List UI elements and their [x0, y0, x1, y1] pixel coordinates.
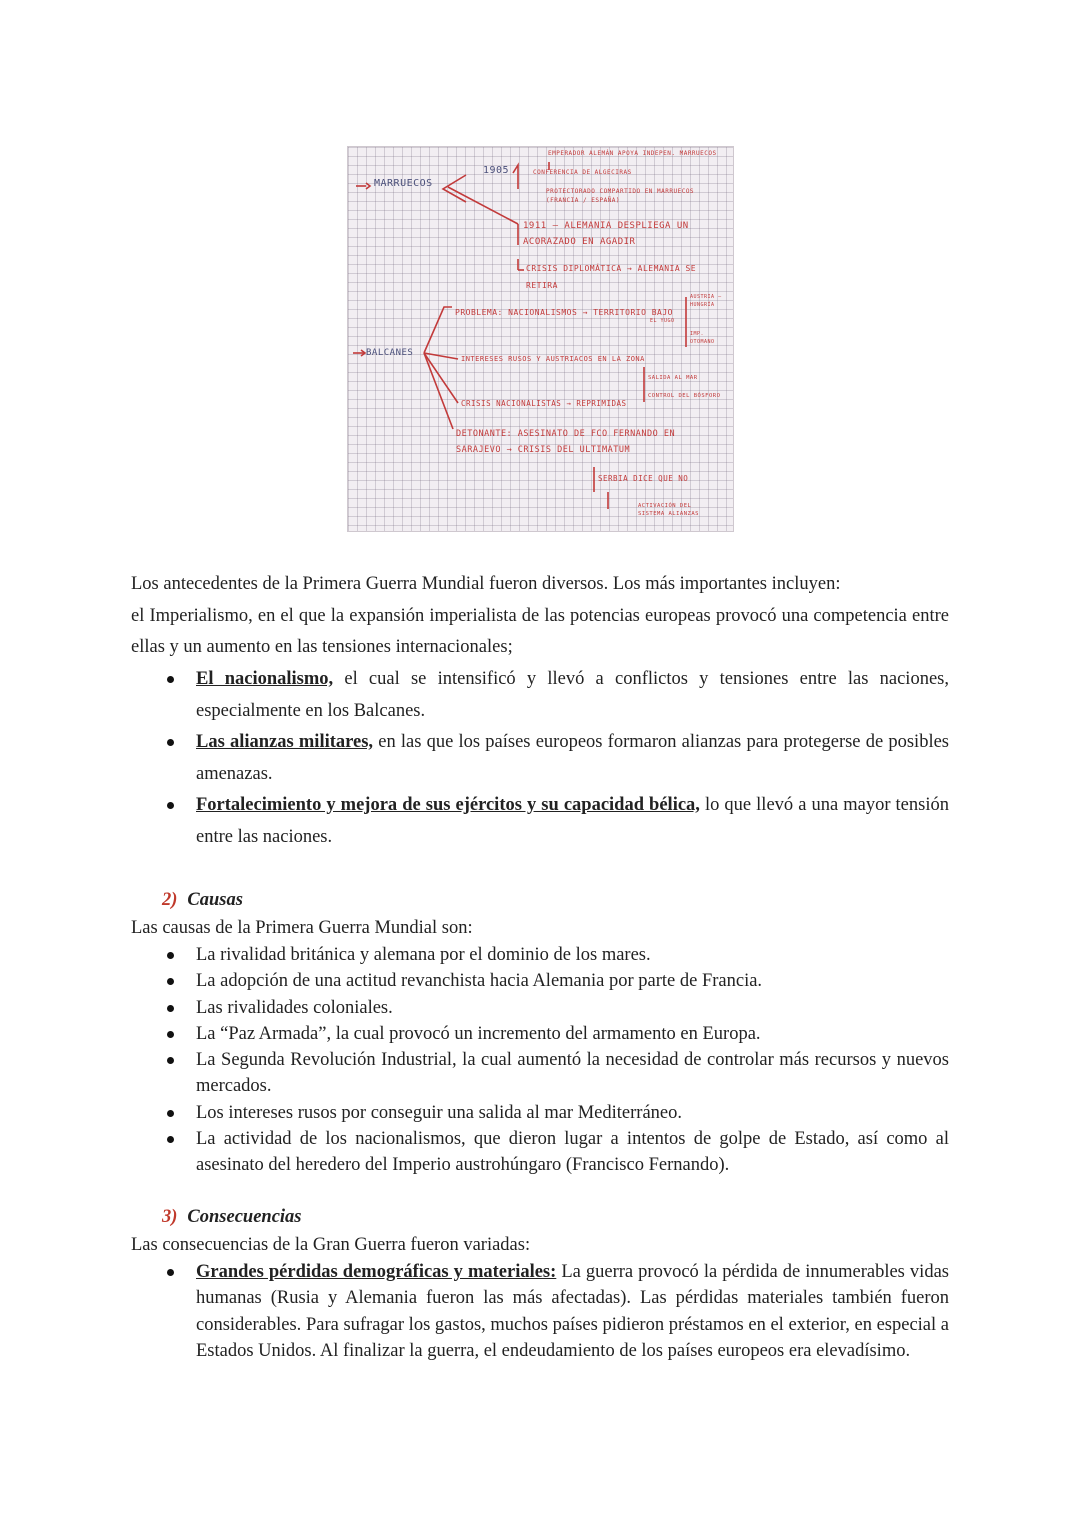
section-title: Consecuencias [187, 1207, 302, 1227]
list-item: La adopción de una actitud revanchista hacia Alemania por parte de Francia. [131, 968, 949, 994]
note-detonante: DETONANTE: ASESINATO DE FCO FERNANDO EN [456, 429, 676, 439]
note-conferencia: CONFERENCIA DE ALGECIRAS [533, 169, 632, 176]
item-lead: El nacionalismo, [196, 669, 334, 689]
note-balcanes: BALCANES [366, 348, 414, 358]
note-serbia: SERBIA DICE QUE NO [598, 474, 689, 483]
intro-line-2: el Imperialismo, en el que la expansión imperialista de las potencias europeas provocó una competencia entre ellas y un aumento en las tensiones internacionales; [131, 605, 949, 657]
list-item: Las rivalidades coloniales. [131, 995, 949, 1021]
item-lead: Las alianzas militares, [196, 732, 374, 752]
note-control: CONTROL DEL BÓSFORO [648, 393, 721, 399]
list-item: La actividad de los nacionalismos, que dieron lugar a intentos de golpe de Estado, así como al asesinato del heredero del Imperio austrohúngaro (Francisco Fernando). [131, 1126, 949, 1179]
section-number: 2) [162, 890, 178, 910]
note-imp: IMP. [690, 331, 705, 337]
note-emperador: EMPERADOR ALEMÁN APOYA INDEPEN. MARRUECOS [548, 150, 717, 157]
consecuencias-intro: Las consecuencias de la Gran Guerra fueron variadas: [131, 1235, 531, 1255]
causas-intro: Las causas de la Primera Guerra Mundial son: [131, 918, 473, 938]
handwritten-notes-image [347, 146, 734, 532]
section-number: 3) [162, 1207, 178, 1227]
note-1905: 1905 [483, 165, 510, 176]
intro-paragraph [131, 569, 949, 664]
item-text: en las que los países europeos formaron alianzas para protegerse de posibles amenazas. [196, 732, 949, 784]
intro-line-1: Los antecedentes de la Primera Guerra Mundial fueron diversos. Los más importantes incluyen: [131, 574, 841, 594]
note-activacion: ACTIVACIÓN DEL [638, 503, 692, 509]
note-acorazado: ACORAZADO EN AGADIR [523, 237, 636, 247]
note-1911: 1911 – ALEMANIA DESPLIEGA UN [523, 221, 689, 231]
item-text: La guerra provocó la pérdida de innumerables vidas humanas (Rusia y Alemania fueron las más afectadas). Las pérdidas materiales también fueron considerables. Para sufragar los gastos, muchos países pidieron préstamos en el exterior, en especial a Estados Unidos. Al finalizar la guerra, el endeudamiento de los países europeos era elevadísimo. [196, 1262, 949, 1361]
note-otomano: OTOMANO [690, 339, 715, 345]
note-crisis: CRISIS DIPLOMÁTICA → ALEMANIA SE [526, 264, 697, 273]
item-text: el cual se intensificó y llevó a conflictos y tensiones entre las naciones, especialmente en los Balcanes. [196, 669, 949, 721]
causas-list [131, 942, 949, 1179]
list-item [131, 727, 949, 790]
note-hungria: HUNGRÍA [690, 302, 715, 308]
list-item: La “Paz Armada”, la cual provocó un incremento del armamento en Europa. [131, 1021, 949, 1047]
note-el-yugo: EL YUGO [650, 318, 675, 324]
causas-heading [162, 890, 243, 911]
note-problema: PROBLEMA: NACIONALISMOS → TERRITORIO BAJO [455, 308, 673, 317]
note-marruecos: MARRUECOS [374, 178, 433, 189]
item-lead: Fortalecimiento y mejora de sus ejércitos y su capacidad bélica, [196, 795, 700, 815]
note-crisis-nac: CRISIS NACIONALISTAS → REPRIMIDAS [461, 399, 627, 408]
list-item: La rivalidad británica y alemana por el dominio de los mares. [131, 942, 949, 968]
note-francia: (FRANCIA / ESPAÑA) [546, 197, 621, 204]
note-retira: RETIRA [526, 281, 558, 290]
section-title: Causas [187, 890, 243, 910]
antecedentes-list [131, 664, 949, 853]
item-text: lo que llevó a una mayor tensión entre las naciones. [196, 795, 949, 847]
list-item [131, 1259, 949, 1364]
note-sistema: SISTEMA ALIANZAS [638, 511, 699, 517]
item-lead: Grandes pérdidas demográficas y materiales: [196, 1262, 557, 1282]
consecuencias-heading [162, 1207, 302, 1228]
note-sarajevo: SARAJEVO → CRISIS DEL ULTIMATUM [456, 445, 631, 455]
list-item [131, 790, 949, 853]
note-intereses: INTERESES RUSOS Y AUSTRIACOS EN LA ZONA [461, 355, 645, 363]
list-item: Los intereses rusos por conseguir una salida al mar Mediterráneo. [131, 1100, 949, 1126]
consecuencias-list [131, 1259, 949, 1364]
note-austria: AUSTRIA – [690, 294, 722, 300]
list-item: La Segunda Revolución Industrial, la cual aumentó la necesidad de controlar más recursos y nuevos mercados. [131, 1047, 949, 1100]
note-salida: SALIDA AL MAR [648, 375, 698, 381]
list-item [131, 664, 949, 727]
note-protectorado: PROTECTORADO COMPARTIDO EN MARRUECOS [546, 188, 695, 195]
